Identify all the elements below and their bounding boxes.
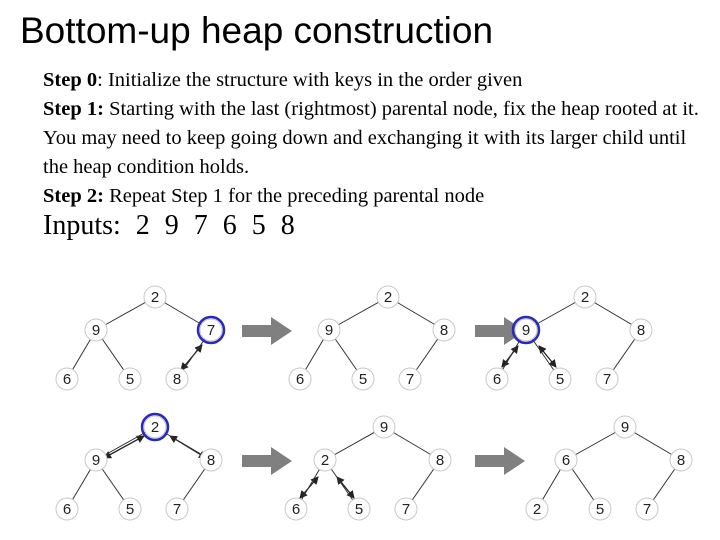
node-key: 2 [150,419,160,436]
input-value: 9 [164,210,179,241]
node-key: 2 [580,289,590,306]
node-key: 7 [642,501,652,518]
node-key: 8 [206,452,216,469]
slide-title: Bottom-up heap construction [20,10,494,51]
input-value: 8 [280,210,295,241]
node-key: 6 [62,501,72,518]
node-key: 8 [435,452,445,469]
node-key: 5 [125,501,135,518]
swap-arrow [104,436,144,458]
node-key: 9 [91,452,101,469]
node-key: 2 [320,452,330,469]
step-2-label: Step 2: [43,185,104,207]
node-key: 2 [150,289,160,306]
node-key: 6 [62,371,72,388]
node-key: 6 [295,371,305,388]
inputs-label: Inputs: [43,210,121,241]
tree-2 [289,286,455,390]
node-key: 6 [492,371,502,388]
node-key: 9 [324,322,334,339]
step-2-text: Repeat Step 1 for the preceding parental node [109,185,485,207]
tree-4 [56,414,222,520]
node-key: 6 [291,501,301,518]
step-0-sep: : [97,69,108,91]
node-key: 2 [532,501,542,518]
node-key: 7 [172,501,182,518]
node-key: 5 [595,501,605,518]
node-key: 9 [379,419,389,436]
node-key: 9 [620,419,630,436]
node-key: 7 [602,371,612,388]
input-value: 2 [135,210,150,241]
tree-1 [56,286,224,390]
node-key: 7 [401,501,411,518]
step-1-label: Step 1: [43,98,104,120]
node-key: 8 [676,452,686,469]
node-key: 5 [354,501,364,518]
step-0-label: Step 0 [43,69,98,91]
node-key: 5 [125,371,135,388]
tree-5 [285,416,451,520]
transition-arrow [242,447,292,475]
node-key: 9 [91,322,101,339]
node-key: 7 [405,371,415,388]
input-value: 7 [193,210,208,241]
node-key: 2 [383,289,393,306]
node-key: 8 [636,322,646,339]
input-value: 6 [222,210,237,241]
tree-layer [56,286,692,520]
node-key: 9 [521,322,531,339]
node-key: 5 [555,371,565,388]
swap-arrow [539,346,556,367]
input-value: 5 [251,210,266,241]
node-key: 8 [172,371,182,388]
transition-arrow [242,317,292,345]
node-key: 5 [358,371,368,388]
node-key: 6 [561,452,571,469]
step-0-text: Initialize the structure with keys in the order given [107,69,523,91]
tree-6 [526,416,692,520]
step-1-text: Starting with the last (rightmost) parental node, fix the heap rooted at it. You may need to keep going down and exchanging it with its larger child until the heap condition holds. [43,98,699,178]
node-key: 8 [439,322,449,339]
node-key: 7 [206,322,216,339]
transition-arrow [475,447,525,475]
